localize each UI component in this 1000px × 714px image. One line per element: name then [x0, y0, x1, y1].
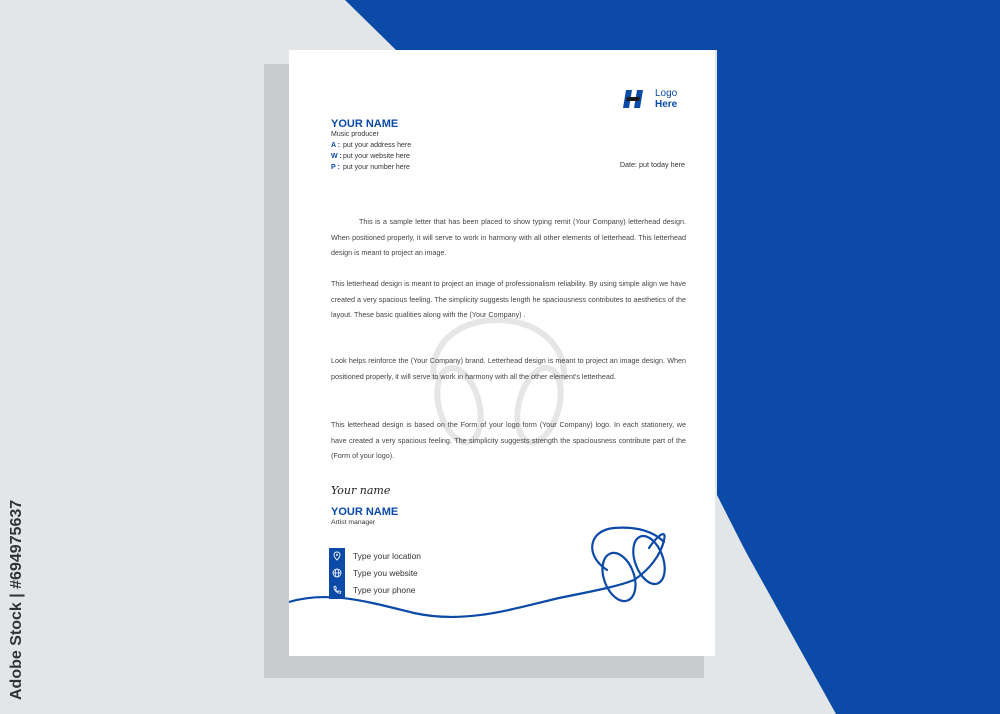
logo-line1: Logo: [655, 88, 678, 99]
body-paragraph-3: Look helps reinforce the (Your Company) brand. Letterhead design is meant to project an image design. When positioned properly, it will serve to work in harmony with all the other element's letterhead.: [331, 356, 686, 381]
letterhead-page: [289, 50, 715, 656]
body-paragraph-4: This letterhead design is based on the Form of your logo form (Your Company) logo. In each stationery, we have created a very spacious feeling. The simplicity suggests strength the spaciousness contribute part of the (Form of your logo).: [331, 420, 686, 460]
sender-role: Music producer: [331, 131, 379, 138]
stock-label: Adobe Stock | #694975637: [8, 499, 25, 700]
body-paragraph-1: This is a sample letter that has been placed to show typing remit (Your Company) letterhead design. When positioned properly, it will serve to work in harmony with all other elements of letterhead. This letterhead design is meant to project an image.: [331, 217, 686, 257]
footer-wave-line: [289, 50, 715, 656]
website-key: W :: [331, 153, 342, 160]
phone-key: P :: [331, 164, 340, 171]
footer-website: Type you website: [353, 568, 418, 578]
signer-name: YOUR NAME: [331, 506, 399, 518]
letter-date: Date: put today here: [619, 160, 685, 169]
body-paragraph-2: This letterhead design is meant to project an image of professionalism reliability. By using simple align we have created a very spacious feeling. The simplicity suggests length he spaciousness contributes to aesthetics of the layout. These basic qualities along with the (Your Company) .: [331, 279, 686, 319]
address-key: A :: [331, 142, 341, 149]
phone-value: put your number here: [343, 164, 410, 171]
signature-script: Your name: [331, 484, 391, 497]
logo-line2: Here: [655, 99, 678, 110]
address-value: put your address here: [343, 142, 412, 149]
footer-phone: Type your phone: [353, 585, 416, 595]
signer-role: Artist manager: [331, 519, 376, 526]
website-value: put your website here: [343, 153, 410, 160]
footer-location: Type your location: [353, 551, 421, 561]
sender-name: YOUR NAME: [331, 118, 399, 130]
